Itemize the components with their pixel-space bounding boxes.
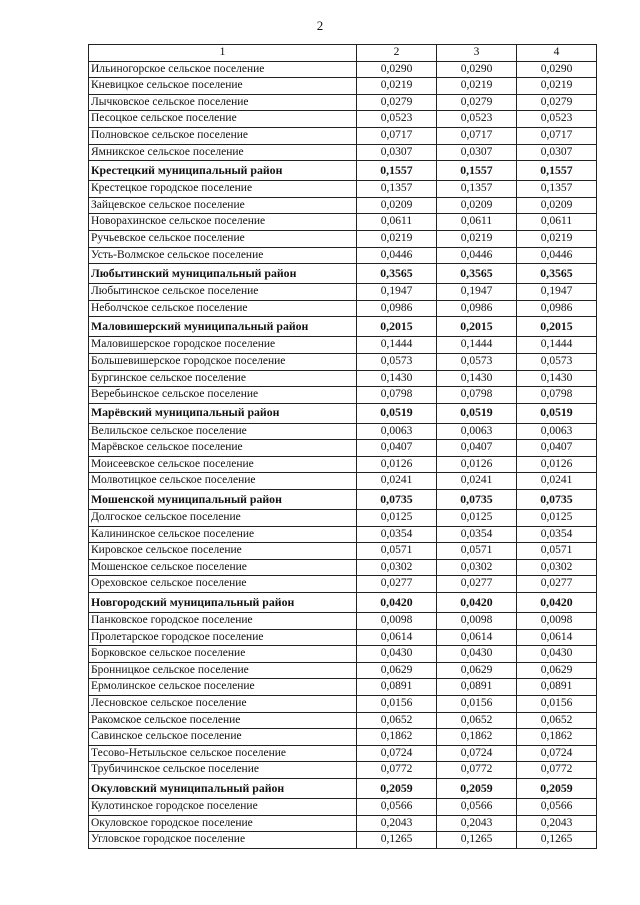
settlement-row xyxy=(89,662,597,679)
district-row xyxy=(89,161,597,181)
row-value-cell: 0,0209 xyxy=(357,197,437,214)
settlement-row xyxy=(89,712,597,729)
row-value-cell: 0,0986 xyxy=(437,300,517,317)
row-name-cell: Ямникское сельское поселение xyxy=(89,144,357,161)
row-value-cell: 0,3565 xyxy=(517,264,597,284)
row-name-cell: Новорахинское сельское поселение xyxy=(89,214,357,231)
row-name-cell: Неболчское сельское поселение xyxy=(89,300,357,317)
district-row xyxy=(89,264,597,284)
row-value-cell: 0,0724 xyxy=(437,745,517,762)
row-value-cell: 0,0219 xyxy=(357,78,437,95)
row-name-cell: Кулотинское городское поселение xyxy=(89,798,357,815)
row-value-cell: 0,0241 xyxy=(437,473,517,490)
row-name-cell: Любытинское сельское поселение xyxy=(89,284,357,301)
row-value-cell: 0,0430 xyxy=(517,646,597,663)
row-value-cell: 0,0573 xyxy=(357,353,437,370)
page-number: 2 xyxy=(316,18,324,33)
row-name-cell: Бургинское сельское поселение xyxy=(89,370,357,387)
row-value-cell: 0,0302 xyxy=(357,559,437,576)
row-name-cell: Угловское городское поселение xyxy=(89,832,357,849)
row-value-cell: 0,2015 xyxy=(437,317,517,337)
row-value-cell: 0,0307 xyxy=(437,144,517,161)
row-name-cell: Панковское городское поселение xyxy=(89,613,357,630)
row-value-cell: 0,0126 xyxy=(357,456,437,473)
row-value-cell: 0,0156 xyxy=(357,696,437,713)
row-value-cell: 0,2015 xyxy=(357,317,437,337)
row-name-cell: Трубичинское сельское поселение xyxy=(89,762,357,779)
district-row xyxy=(89,317,597,337)
row-name-cell: Веребьинское сельское поселение xyxy=(89,387,357,404)
row-value-cell: 0,1357 xyxy=(437,181,517,198)
row-value-cell: 0,0519 xyxy=(437,403,517,423)
row-value-cell: 0,0219 xyxy=(517,78,597,95)
row-value-cell: 0,1357 xyxy=(357,181,437,198)
row-value-cell: 0,0724 xyxy=(357,745,437,762)
settlement-row xyxy=(89,61,597,78)
header-row xyxy=(89,45,597,62)
settlement-row xyxy=(89,230,597,247)
row-value-cell: 0,0571 xyxy=(437,543,517,560)
row-value-cell: 0,0986 xyxy=(357,300,437,317)
row-value-cell: 0,1357 xyxy=(517,181,597,198)
row-value-cell: 0,0407 xyxy=(517,440,597,457)
row-value-cell: 0,0611 xyxy=(357,214,437,231)
row-value-cell: 0,0126 xyxy=(517,456,597,473)
row-value-cell: 0,0566 xyxy=(357,798,437,815)
settlement-row xyxy=(89,127,597,144)
row-value-cell: 0,0798 xyxy=(437,387,517,404)
row-value-cell: 0,1947 xyxy=(357,284,437,301)
row-value-cell: 0,0891 xyxy=(437,679,517,696)
row-name-cell: Лесновское сельское поселение xyxy=(89,696,357,713)
row-value-cell: 0,0446 xyxy=(437,247,517,264)
row-value-cell: 0,0629 xyxy=(357,662,437,679)
settlement-row xyxy=(89,613,597,630)
row-value-cell: 0,1947 xyxy=(437,284,517,301)
row-value-cell: 0,0724 xyxy=(517,745,597,762)
district-row xyxy=(89,403,597,423)
settlement-row xyxy=(89,473,597,490)
settlement-row xyxy=(89,745,597,762)
row-value-cell: 0,0354 xyxy=(517,526,597,543)
row-value-cell: 0,0566 xyxy=(517,798,597,815)
row-value-cell: 0,0407 xyxy=(357,440,437,457)
row-name-cell: Мошенской муниципальный район xyxy=(89,490,357,510)
row-value-cell: 0,2059 xyxy=(437,778,517,798)
row-value-cell: 0,0219 xyxy=(517,230,597,247)
row-value-cell: 0,1444 xyxy=(357,337,437,354)
row-value-cell: 0,0798 xyxy=(517,387,597,404)
row-value-cell: 0,0302 xyxy=(437,559,517,576)
row-value-cell: 0,1444 xyxy=(437,337,517,354)
row-name-cell: Зайцевское сельское поселение xyxy=(89,197,357,214)
row-value-cell: 0,0523 xyxy=(437,111,517,128)
settlement-row xyxy=(89,832,597,849)
settlement-row xyxy=(89,337,597,354)
row-value-cell: 0,0279 xyxy=(437,94,517,111)
row-value-cell: 0,0614 xyxy=(357,629,437,646)
row-value-cell: 0,1430 xyxy=(437,370,517,387)
row-value-cell: 0,2043 xyxy=(357,815,437,832)
row-value-cell: 0,2059 xyxy=(357,778,437,798)
row-name-cell: Марёвский муниципальный район xyxy=(89,403,357,423)
row-value-cell: 0,0354 xyxy=(357,526,437,543)
row-value-cell: 0,3565 xyxy=(357,264,437,284)
row-value-cell: 0,0717 xyxy=(357,127,437,144)
settlement-row xyxy=(89,798,597,815)
row-value-cell: 0,0986 xyxy=(517,300,597,317)
row-value-cell: 0,0523 xyxy=(517,111,597,128)
district-row xyxy=(89,490,597,510)
settlement-row xyxy=(89,456,597,473)
settlement-row xyxy=(89,197,597,214)
row-name-cell: Ракомское сельское поселение xyxy=(89,712,357,729)
settlement-row xyxy=(89,214,597,231)
row-name-cell: Крестецкое городское поселение xyxy=(89,181,357,198)
row-value-cell: 0,0063 xyxy=(357,423,437,440)
settlement-row xyxy=(89,679,597,696)
row-name-cell: Молвотицкое сельское поселение xyxy=(89,473,357,490)
row-value-cell: 0,0279 xyxy=(517,94,597,111)
row-name-cell: Велильское сельское поселение xyxy=(89,423,357,440)
row-value-cell: 0,0891 xyxy=(357,679,437,696)
row-value-cell: 0,0277 xyxy=(517,576,597,593)
district-row xyxy=(89,593,597,613)
settlement-row xyxy=(89,300,597,317)
row-name-cell: Любытинский муниципальный район xyxy=(89,264,357,284)
row-value-cell: 0,0573 xyxy=(517,353,597,370)
row-name-cell: Ильиногорское сельское поселение xyxy=(89,61,357,78)
row-name-cell: Ореховское сельское поселение xyxy=(89,576,357,593)
row-value-cell: 0,1862 xyxy=(437,729,517,746)
row-value-cell: 0,0277 xyxy=(357,576,437,593)
row-value-cell: 0,1862 xyxy=(517,729,597,746)
row-value-cell: 0,0519 xyxy=(357,403,437,423)
row-value-cell: 0,0573 xyxy=(437,353,517,370)
row-value-cell: 0,0735 xyxy=(357,490,437,510)
header-cell: 1 xyxy=(89,45,357,62)
row-name-cell: Песоцкое сельское поселение xyxy=(89,111,357,128)
row-name-cell: Моисеевское сельское поселение xyxy=(89,456,357,473)
settlement-row xyxy=(89,576,597,593)
row-name-cell: Лычковское сельское поселение xyxy=(89,94,357,111)
row-name-cell: Ручьевское сельское поселение xyxy=(89,230,357,247)
row-value-cell: 0,0566 xyxy=(437,798,517,815)
settlement-row xyxy=(89,646,597,663)
row-value-cell: 0,1947 xyxy=(517,284,597,301)
row-value-cell: 0,0126 xyxy=(437,456,517,473)
settlement-row xyxy=(89,284,597,301)
settlement-row xyxy=(89,111,597,128)
settlement-row xyxy=(89,543,597,560)
row-value-cell: 0,0125 xyxy=(517,510,597,527)
row-value-cell: 0,0219 xyxy=(437,230,517,247)
row-value-cell: 0,0156 xyxy=(437,696,517,713)
row-name-cell: Новгородский муниципальный район xyxy=(89,593,357,613)
row-name-cell: Маловишерское городское поселение xyxy=(89,337,357,354)
settlement-row xyxy=(89,78,597,95)
settlement-row xyxy=(89,423,597,440)
settlement-row xyxy=(89,370,597,387)
row-name-cell: Тесово-Нетыльское сельское поселение xyxy=(89,745,357,762)
settlement-row xyxy=(89,526,597,543)
row-value-cell: 0,0614 xyxy=(437,629,517,646)
row-value-cell: 0,0307 xyxy=(517,144,597,161)
row-value-cell: 0,0063 xyxy=(517,423,597,440)
row-value-cell: 0,0519 xyxy=(517,403,597,423)
row-value-cell: 0,0652 xyxy=(437,712,517,729)
settlement-row xyxy=(89,510,597,527)
row-value-cell: 0,0156 xyxy=(517,696,597,713)
row-value-cell: 0,0125 xyxy=(437,510,517,527)
settlement-row xyxy=(89,729,597,746)
row-value-cell: 0,0446 xyxy=(517,247,597,264)
row-value-cell: 0,0209 xyxy=(437,197,517,214)
header-cell: 4 xyxy=(517,45,597,62)
row-value-cell: 0,2015 xyxy=(517,317,597,337)
data-table xyxy=(88,44,597,849)
settlement-row xyxy=(89,387,597,404)
row-name-cell: Пролетарское городское поселение xyxy=(89,629,357,646)
row-value-cell: 0,0611 xyxy=(517,214,597,231)
row-value-cell: 0,0354 xyxy=(437,526,517,543)
row-name-cell: Окуловский муниципальный район xyxy=(89,778,357,798)
row-value-cell: 0,2043 xyxy=(517,815,597,832)
row-value-cell: 0,0125 xyxy=(357,510,437,527)
settlement-row xyxy=(89,247,597,264)
row-value-cell: 0,0277 xyxy=(437,576,517,593)
row-name-cell: Долгоское сельское поселение xyxy=(89,510,357,527)
row-value-cell: 0,0772 xyxy=(357,762,437,779)
row-value-cell: 0,1265 xyxy=(517,832,597,849)
row-value-cell: 0,0446 xyxy=(357,247,437,264)
row-value-cell: 0,0571 xyxy=(517,543,597,560)
row-value-cell: 0,0279 xyxy=(357,94,437,111)
row-value-cell: 0,0219 xyxy=(357,230,437,247)
row-name-cell: Калининское сельское поселение xyxy=(89,526,357,543)
district-row xyxy=(89,778,597,798)
row-value-cell: 0,0307 xyxy=(357,144,437,161)
row-value-cell: 0,0420 xyxy=(357,593,437,613)
settlement-row xyxy=(89,440,597,457)
row-value-cell: 0,0290 xyxy=(437,61,517,78)
row-value-cell: 0,0735 xyxy=(517,490,597,510)
row-value-cell: 0,0219 xyxy=(437,78,517,95)
row-value-cell: 0,0420 xyxy=(437,593,517,613)
row-value-cell: 0,0772 xyxy=(437,762,517,779)
row-value-cell: 0,0209 xyxy=(517,197,597,214)
row-name-cell: Кировское сельское поселение xyxy=(89,543,357,560)
row-name-cell: Бронницкое сельское поселение xyxy=(89,662,357,679)
row-value-cell: 0,0523 xyxy=(357,111,437,128)
settlement-row xyxy=(89,559,597,576)
row-value-cell: 0,0407 xyxy=(437,440,517,457)
row-value-cell: 0,0891 xyxy=(517,679,597,696)
row-name-cell: Борковское сельское поселение xyxy=(89,646,357,663)
row-value-cell: 0,0241 xyxy=(517,473,597,490)
row-value-cell: 0,0430 xyxy=(357,646,437,663)
row-value-cell: 0,0430 xyxy=(437,646,517,663)
settlement-row xyxy=(89,762,597,779)
row-value-cell: 0,1265 xyxy=(437,832,517,849)
row-name-cell: Маловишерский муниципальный район xyxy=(89,317,357,337)
row-name-cell: Ермолинское сельское поселение xyxy=(89,679,357,696)
row-name-cell: Полновское сельское поселение xyxy=(89,127,357,144)
row-value-cell: 0,0420 xyxy=(517,593,597,613)
row-name-cell: Савинское сельское поселение xyxy=(89,729,357,746)
row-value-cell: 0,0798 xyxy=(357,387,437,404)
settlement-row xyxy=(89,629,597,646)
row-value-cell: 0,2059 xyxy=(517,778,597,798)
settlement-row xyxy=(89,144,597,161)
row-value-cell: 0,0611 xyxy=(437,214,517,231)
row-value-cell: 0,0735 xyxy=(437,490,517,510)
settlement-row xyxy=(89,696,597,713)
row-value-cell: 0,0571 xyxy=(357,543,437,560)
row-value-cell: 0,0098 xyxy=(437,613,517,630)
row-name-cell: Кневицкое сельское поселение xyxy=(89,78,357,95)
settlement-row xyxy=(89,181,597,198)
row-value-cell: 0,3565 xyxy=(437,264,517,284)
row-name-cell: Большевишерское городское поселение xyxy=(89,353,357,370)
row-value-cell: 0,0063 xyxy=(437,423,517,440)
row-value-cell: 0,0290 xyxy=(357,61,437,78)
row-name-cell: Усть-Волмское сельское поселение xyxy=(89,247,357,264)
row-value-cell: 0,0717 xyxy=(437,127,517,144)
row-value-cell: 0,1430 xyxy=(357,370,437,387)
row-value-cell: 0,0290 xyxy=(517,61,597,78)
row-value-cell: 0,1430 xyxy=(517,370,597,387)
row-value-cell: 0,0629 xyxy=(437,662,517,679)
row-value-cell: 0,0652 xyxy=(357,712,437,729)
row-value-cell: 0,0614 xyxy=(517,629,597,646)
row-name-cell: Крестецкий муниципальный район xyxy=(89,161,357,181)
row-value-cell: 0,0772 xyxy=(517,762,597,779)
row-value-cell: 0,0717 xyxy=(517,127,597,144)
row-name-cell: Окуловское городское поселение xyxy=(89,815,357,832)
row-value-cell: 0,0098 xyxy=(517,613,597,630)
row-value-cell: 0,1862 xyxy=(357,729,437,746)
row-name-cell: Мошенское сельское поселение xyxy=(89,559,357,576)
row-value-cell: 0,1557 xyxy=(437,161,517,181)
row-value-cell: 0,1265 xyxy=(357,832,437,849)
row-value-cell: 0,1557 xyxy=(517,161,597,181)
row-name-cell: Марёвское сельское поселение xyxy=(89,440,357,457)
row-value-cell: 0,0629 xyxy=(517,662,597,679)
row-value-cell: 0,1557 xyxy=(357,161,437,181)
settlement-row xyxy=(89,815,597,832)
settlement-row xyxy=(89,94,597,111)
header-cell: 2 xyxy=(357,45,437,62)
header-cell: 3 xyxy=(437,45,517,62)
row-value-cell: 0,1444 xyxy=(517,337,597,354)
row-value-cell: 0,0302 xyxy=(517,559,597,576)
row-value-cell: 0,0098 xyxy=(357,613,437,630)
row-value-cell: 0,2043 xyxy=(437,815,517,832)
row-value-cell: 0,0652 xyxy=(517,712,597,729)
settlement-row xyxy=(89,353,597,370)
row-value-cell: 0,0241 xyxy=(357,473,437,490)
